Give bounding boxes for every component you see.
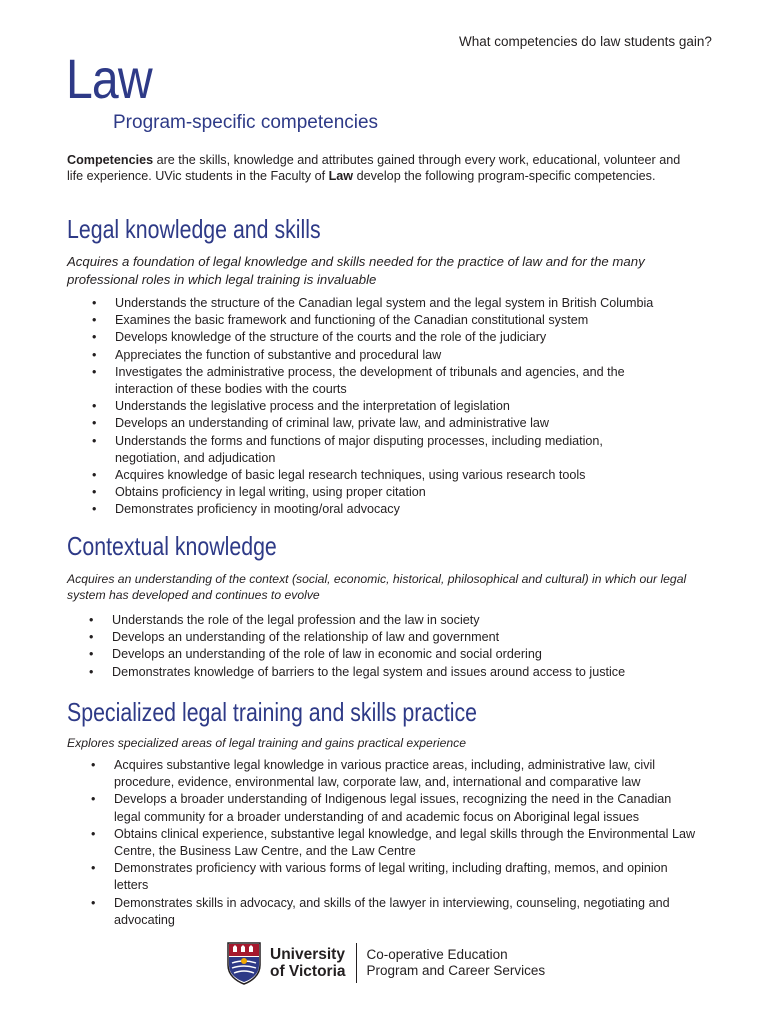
intro-text-1: are the skills, knowledge and attributes gained through every work, educational, volunteer and life experience. UVic students in the Faculty of — [67, 153, 681, 183]
list-item: • Demonstrates skills in advocacy, and skills of the lawyer in interviewing, counseling, negotiating and advocating — [86, 895, 701, 929]
list-item: • Develops an understanding of the relationship of law and government — [84, 629, 684, 646]
list-item: • Understands the role of the legal profession and the law in society — [84, 612, 684, 629]
list-item: • Appreciates the function of substantive and procedural law — [87, 347, 667, 364]
section-contextual-list — [84, 612, 684, 681]
list-item: • Develops an understanding of criminal law, private law, and administrative law — [87, 415, 667, 432]
university-name-line2: of Victoria — [270, 963, 346, 980]
intro-paragraph — [67, 152, 697, 184]
list-item: • Understands the legislative process and the interpretation of legislation — [87, 398, 667, 415]
coop-line1: Co-operative Education — [366, 947, 508, 962]
section-legal-knowledge-list — [87, 295, 667, 519]
list-item: • Demonstrates knowledge of barriers to the legal system and issues around access to justice — [84, 664, 684, 681]
section-legal-knowledge-heading — [67, 214, 376, 245]
university-name-line1: University — [270, 946, 345, 963]
intro-bold-law: Law — [328, 169, 354, 183]
list-item: • Develops knowledge of the structure of the courts and the role of the judiciary — [87, 329, 667, 346]
university-crest-icon — [226, 941, 262, 985]
list-item: • Understands the forms and functions of major disputing processes, including mediation, negotiation, and adjudication — [87, 433, 667, 467]
section-heading: Contextual knowledge — [67, 531, 277, 561]
page-subtitle: Program-specific competencies — [113, 112, 379, 133]
list-item: • Understands the structure of the Canadian legal system and the legal system in British Columbia — [87, 295, 667, 312]
section-specialized-lead: Explores specialized areas of legal training and gains practical experience — [67, 736, 467, 750]
intro-bold-competencies: Competencies — [67, 153, 154, 167]
section-contextual-heading — [67, 531, 323, 562]
page-title: Law — [66, 47, 152, 110]
list-item: • Develops a broader understanding of Indigenous legal issues, recognizing the need in the Canadian legal community for a broader understanding of and academic focus on Aboriginal legal issues — [86, 791, 701, 825]
section-heading: Specialized legal training and skills practice — [67, 697, 478, 727]
section-heading: Legal knowledge and skills — [67, 214, 321, 244]
intro-text-2: develop the following program-specific competencies. — [353, 169, 656, 183]
footer-branding — [226, 940, 545, 986]
list-item: • Develops an understanding of the role of law in economic and social ordering — [84, 646, 684, 663]
list-item: • Examines the basic framework and functioning of the Canadian constitutional system — [87, 312, 667, 329]
footer-divider — [356, 943, 357, 983]
list-item: • Demonstrates proficiency in mooting/oral advocacy — [87, 501, 667, 518]
section-specialized-list — [86, 757, 701, 929]
list-item: • Demonstrates proficiency with various forms of legal writing, including drafting, memos, and opinion letters — [86, 860, 701, 894]
coop-line2: Program and Career Services — [366, 963, 546, 978]
list-item: • Investigates the administrative process, the development of tribunals and agencies, and the interaction of these bodies with the courts — [87, 364, 667, 398]
section-contextual-lead: Acquires an understanding of the context (social, economic, historical, philosophical and cultural) in which our legal system has developed and continues to evolve — [67, 572, 687, 602]
list-item: • Obtains proficiency in legal writing, using proper citation — [87, 484, 667, 501]
coop-program-name — [367, 947, 546, 979]
section-legal-knowledge-lead: Acquires a foundation of legal knowledge and skills needed for the practice of law and for the many professional roles in which legal training is invaluable — [67, 254, 645, 287]
list-item: • Acquires knowledge of basic legal research techniques, using various research tools — [87, 467, 667, 484]
university-name — [270, 946, 346, 980]
header-question: What competencies do law students gain? — [459, 34, 712, 49]
section-specialized-heading — [67, 697, 567, 728]
list-item: • Acquires substantive legal knowledge in various practice areas, including, administrative law, civil procedure, evidence, environmental law, corporate law, and, international and comparative law — [86, 757, 701, 791]
list-item: • Obtains clinical experience, substantive legal knowledge, and legal skills through the Environmental Law Centre, the Business Law Centre, and the Law Centre — [86, 826, 701, 860]
